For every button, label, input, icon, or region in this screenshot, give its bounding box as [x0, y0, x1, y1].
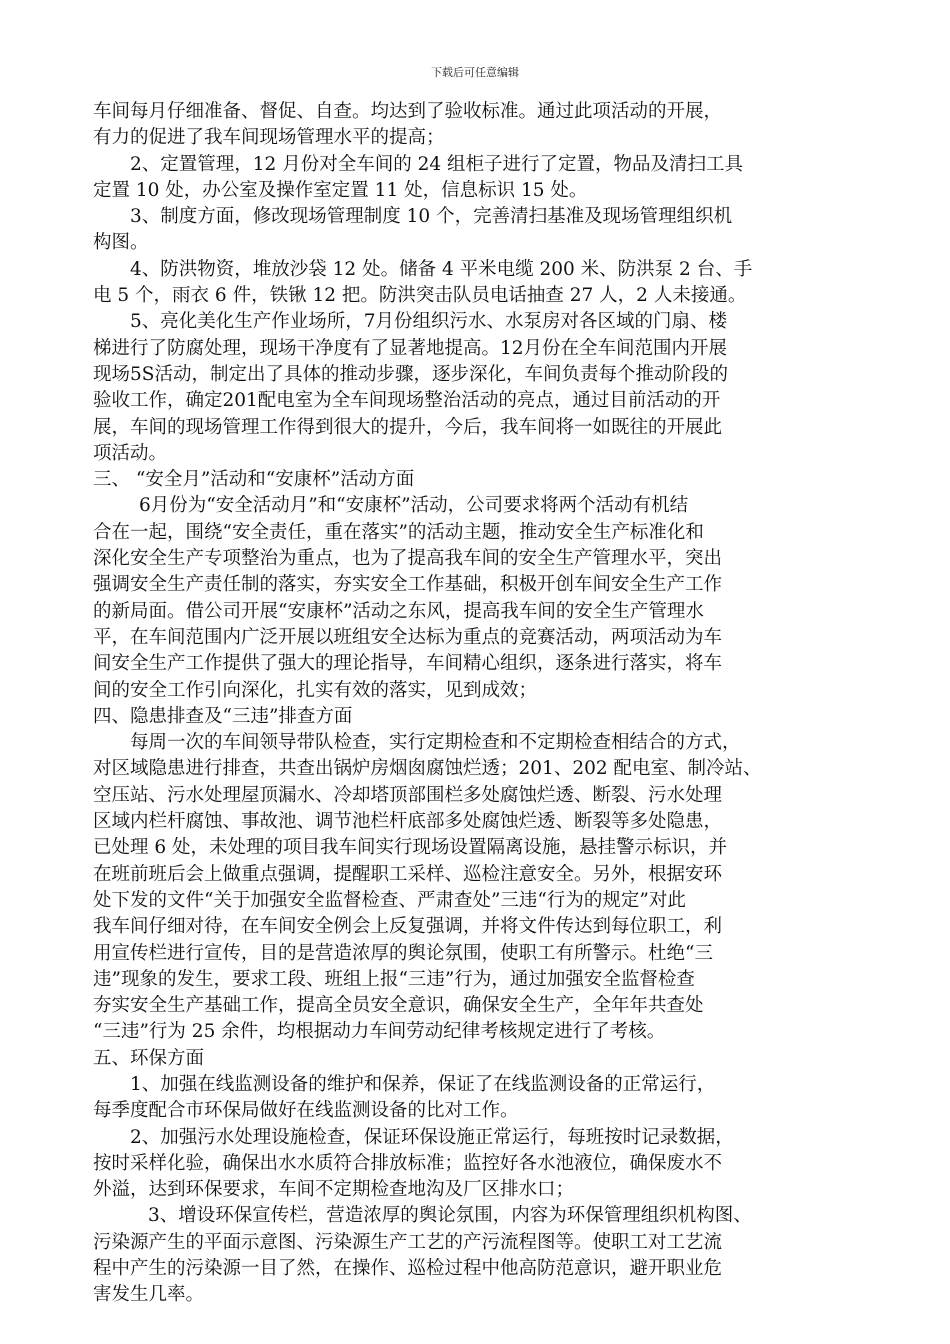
text-line: 深化安全生产专项整治为重点，也为了提高我车间的安全生产管理水平，突出: [93, 548, 723, 570]
text-line: 验收工作，确定201配电室为全车间现场整治活动的亮点，通过目前活动的开: [93, 390, 721, 412]
text-line: 空压站、污水处理屋顶漏水、冷却塔顶部围栏多处腐蚀烂透、断裂、污水处理: [93, 784, 723, 806]
text-line: 污染源产生的平面示意图、污染源生产工艺的产污流程图等。使职工对工艺流: [93, 1231, 723, 1253]
section-heading: 四、隐患排查及“三违”排查方面: [93, 705, 353, 727]
text-line: 合在一起，围绕“安全责任，重在落实”的活动主题，推动安全生产标准化和: [93, 521, 704, 543]
text-line: 按时采样化验，确保出水水质符合排放标准；监控好各水池液位，确保废水不: [93, 1152, 723, 1174]
text-line: 已处理 6 处，未处理的项目我车间实行现场设置隔离设施，悬挂警示标识，并: [93, 837, 728, 859]
text-line: 有力的促进了我车间现场管理水平的提高；: [93, 127, 445, 149]
text-line: 每周一次的车间领导带队检查，实行定期检查和不定期检查相结合的方式，: [130, 732, 741, 754]
text-line: 电 5 个，雨衣 6 件，铁锹 12 把。防洪突击队员电话抽查 27 人，2 人未接通。: [93, 285, 747, 307]
document-body: [93, 99, 873, 1309]
text-line: 5、亮化美化生产作业场所，7月份组织污水、水泵房对各区域的门扇、楼: [130, 311, 728, 333]
text-line: 1、加强在线监测设备的维护和保养，保证了在线监测设备的正常运行，: [130, 1073, 716, 1095]
text-line: 6月份为“安全活动月”和“安康杯”活动，公司要求将两个活动有机结: [139, 495, 689, 517]
text-line: 项活动。: [93, 442, 168, 464]
text-line: 的新局面。借公司开展“安康杯”活动之东风，提高我车间的安全生产管理水: [93, 600, 704, 622]
text-line: 梯进行了防腐处理，现场干净度有了显著地提高。12月份在全车间范围内开展: [93, 337, 728, 359]
text-line: 展，车间的现场管理工作得到很大的提升，今后，我车间将一如既往的开展此: [93, 416, 723, 438]
text-line: 对区域隐患进行排查，共查出锅炉房烟囱腐蚀烂透；201、202 配电室、制冷站、: [93, 758, 762, 780]
page-header-note: 下载后可任意编辑: [431, 66, 519, 79]
text-line: 强调安全生产责任制的落实，夯实安全工作基础，积极开创车间安全生产工作: [93, 574, 723, 596]
text-line: 区域内栏杆腐蚀、事故池、调节池栏杆底部多处腐蚀烂透、断裂等多处隐患，: [93, 811, 723, 833]
text-line: “三违”行为 25 余件，均根据动力车间劳动纪律考核规定进行了考核。: [93, 1021, 666, 1043]
text-line: 程中产生的污染源一目了然，在操作、巡检过程中他高防范意识，避开职业危: [93, 1258, 723, 1280]
text-line: 在班前班后会上做重点强调，提醒职工采样、巡检注意安全。另外，根据安环: [93, 863, 723, 885]
text-line: 间的安全工作引向深化，扎实有效的落实，见到成效；: [93, 679, 538, 701]
text-line: 4、防洪物资，堆放沙袋 12 处。储备 4 平米电缆 200 米、防洪泵 2 台、手: [130, 258, 753, 280]
text-line: 外溢，达到环保要求，车间不定期检查地沟及厂区排水口；: [93, 1179, 575, 1201]
text-line: 害发生几率。: [93, 1284, 205, 1306]
text-line: 构图。: [93, 232, 149, 254]
text-line: 车间每月仔细准备、督促、自查。均达到了验收标准。通过此项活动的开展，: [93, 101, 723, 122]
text-line: 处下发的文件“关于加强安全监督检查、严肃查处”三违“行为的规定”对此: [93, 889, 686, 911]
text-line: 2、定置管理，12 月份对全车间的 24 组柜子进行了定置，物品及清扫工具: [130, 153, 743, 175]
text-line: 我车间仔细对待，在车间安全例会上反复强调，并将文件传达到每位职工，利: [93, 916, 723, 938]
text-line: 每季度配合市环保局做好在线监测设备的比对工作。: [93, 1100, 519, 1122]
text-line: 定置 10 处，办公室及操作室定置 11 处，信息标识 15 处。: [93, 179, 588, 201]
text-line: 2、加强污水处理设施检查，保证环保设施正常运行，每班按时记录数据，: [130, 1126, 734, 1148]
text-line: 平，在车间范围内广泛开展以班组安全达标为重点的竞赛活动，两项活动为车: [93, 626, 723, 648]
text-line: 现场5S活动，制定出了具体的推动步骤，逐步深化，车间负责每个推动阶段的: [93, 363, 728, 385]
text-line: 夯实安全生产基础工作，提高全员安全意识，确保安全生产，全年年共查处: [93, 995, 704, 1017]
section-heading: 三、 “安全月”活动和“安康杯”活动方面: [93, 469, 415, 491]
text-line: 3、制度方面，修改现场管理制度 10 个，完善清扫基准及现场管理组织机: [130, 206, 733, 228]
text-line: 违”现象的发生，要求工段、班组上报“三违”行为，通过加强安全监督检查: [93, 968, 695, 990]
text-line: 间安全生产工作提供了强大的理论指导，车间精心组织，逐条进行落实，将车: [93, 653, 723, 675]
text-line: 用宣传栏进行宣传，目的是营造浓厚的舆论氛围，使职工有所警示。杜绝“三: [93, 942, 713, 964]
text-line: 3、增设环保宣传栏，营造浓厚的舆论氛围，内容为环保管理组织机构图、: [148, 1205, 752, 1227]
section-heading: 五、环保方面: [93, 1047, 205, 1069]
